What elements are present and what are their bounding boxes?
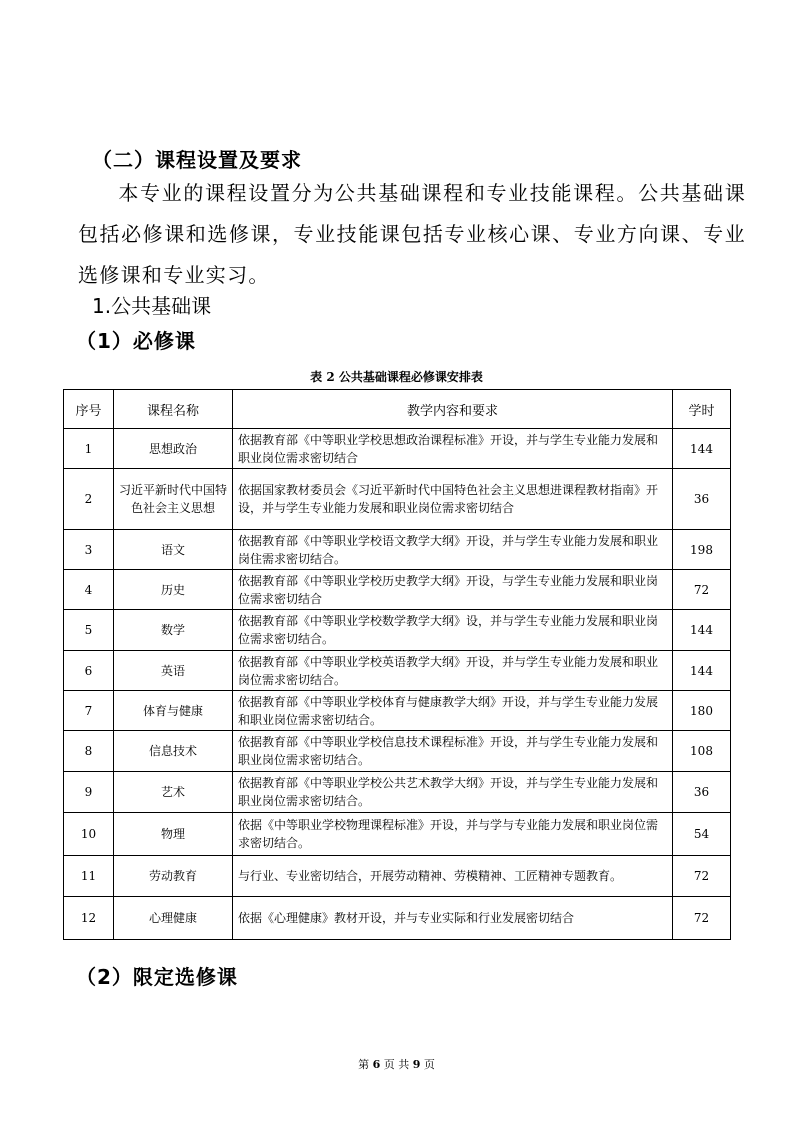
cell-hours: 72: [673, 856, 731, 897]
header-content: 教学内容和要求: [233, 390, 673, 429]
cell-no: 11: [64, 856, 114, 897]
cell-content: 依据教育部《中等职业学校信息技术课程标准》开设，并与学生专业能力发展和职业岗位需求密切结合。: [233, 731, 673, 772]
cell-name: 习近平新时代中国特色社会主义思想: [114, 469, 233, 530]
elective-courses-title: （2）限定选修课: [76, 965, 238, 989]
cell-hours: 198: [673, 530, 731, 570]
cell-hours: 72: [673, 570, 731, 610]
required-courses-table: [63, 389, 731, 940]
footer-page-number: 6: [372, 1058, 381, 1071]
cell-content: 依据教育部《中等职业学校数学教学大纲》设，并与学生专业能力发展和职业岗位需求密切结合。: [233, 610, 673, 651]
cell-hours: 144: [673, 651, 731, 691]
intro-paragraph: [78, 173, 746, 296]
cell-content: 与行业、专业密切结合，开展劳动精神、劳模精神、工匠精神专题教育。: [233, 856, 673, 897]
intro-text: 本专业的课程设置分为公共基础课程和专业技能课程。公共基础课包括必修课和选修课，专业技能课包括专业核心课、专业方向课、专业选修课和专业实习。: [78, 181, 746, 287]
footer-prefix: 第: [358, 1058, 370, 1071]
footer-middle: 页 共: [383, 1058, 410, 1071]
table-row: [64, 691, 731, 731]
table-row: [64, 856, 731, 897]
cell-no: 10: [64, 813, 114, 856]
cell-no: 7: [64, 691, 114, 731]
table-row: [64, 651, 731, 691]
cell-content: 依据《心理健康》教材开设，并与专业实际和行业发展密切结合: [233, 897, 673, 940]
subsection-title: 1.公共基础课: [92, 294, 212, 318]
cell-content: 依据教育部《中等职业学校历史教学大纲》开设，与学生专业能力发展和职业岗位需求密切结合: [233, 570, 673, 610]
table-row: [64, 813, 731, 856]
cell-content: 依据教育部《中等职业学校语文教学大纲》开设，并与学生专业能力发展和职业岗住需求密切结合。: [233, 530, 673, 570]
cell-name: 英语: [114, 651, 233, 691]
header-name: 课程名称: [114, 390, 233, 429]
cell-name: 数学: [114, 610, 233, 651]
cell-content: 依据教育部《中等职业学校公共艺术教学大纲》开设，并与学生专业能力发展和职业岗位需求密切结合。: [233, 772, 673, 813]
cell-content: 依据《中等职业学校物理课程标准》开设，并与学与专业能力发展和职业岗位需求密切结合。: [233, 813, 673, 856]
page-footer: [0, 1056, 793, 1072]
cell-no: 1: [64, 429, 114, 469]
cell-no: 6: [64, 651, 114, 691]
table-row: [64, 469, 731, 530]
table-row: [64, 610, 731, 651]
cell-no: 2: [64, 469, 114, 530]
cell-hours: 180: [673, 691, 731, 731]
cell-name: 心理健康: [114, 897, 233, 940]
cell-no: 4: [64, 570, 114, 610]
cell-name: 物理: [114, 813, 233, 856]
table-row: [64, 530, 731, 570]
table-row: [64, 897, 731, 940]
cell-no: 8: [64, 731, 114, 772]
table-row: [64, 772, 731, 813]
cell-hours: 72: [673, 897, 731, 940]
cell-hours: 144: [673, 610, 731, 651]
cell-name: 语文: [114, 530, 233, 570]
cell-name: 体育与健康: [114, 691, 233, 731]
cell-name: 劳动教育: [114, 856, 233, 897]
cell-name: 思想政治: [114, 429, 233, 469]
cell-hours: 54: [673, 813, 731, 856]
table-row: [64, 570, 731, 610]
cell-content: 依据教育部《中等职业学校体育与健康教学大纲》开设，并与学生专业能力发展和职业岗位需求密切结合。: [233, 691, 673, 731]
cell-hours: 36: [673, 469, 731, 530]
footer-suffix: 页: [423, 1058, 435, 1071]
table-caption: 表 2 公共基础课程必修课安排表: [310, 370, 483, 384]
cell-content: 依据教育部《中等职业学校英语教学大纲》开设，并与学生专业能力发展和职业岗位需求密切结合。: [233, 651, 673, 691]
cell-hours: 144: [673, 429, 731, 469]
cell-no: 5: [64, 610, 114, 651]
header-no: 序号: [64, 390, 114, 429]
cell-no: 12: [64, 897, 114, 940]
table-row: [64, 731, 731, 772]
cell-name: 信息技术: [114, 731, 233, 772]
required-courses-title: （1）必修课: [76, 329, 196, 353]
footer-total-pages: 9: [412, 1058, 421, 1071]
table-row: [64, 429, 731, 469]
header-hours: 学时: [673, 390, 731, 429]
cell-no: 9: [64, 772, 114, 813]
cell-content: 依据国家教材委员会《习近平新时代中国特色社会主义思想进课程教材指南》开设，并与学生专业能力发展和职业岗位需求密切结合: [233, 469, 673, 530]
cell-hours: 108: [673, 731, 731, 772]
cell-no: 3: [64, 530, 114, 570]
table-header-row: [64, 390, 731, 429]
cell-name: 艺术: [114, 772, 233, 813]
cell-content: 依据教育部《中等职业学校思想政治课程标准》开设，并与学生专业能力发展和职业岗位需求密切结合: [233, 429, 673, 469]
cell-name: 历史: [114, 570, 233, 610]
section-title: （二）课程设置及要求: [92, 148, 302, 172]
cell-hours: 36: [673, 772, 731, 813]
